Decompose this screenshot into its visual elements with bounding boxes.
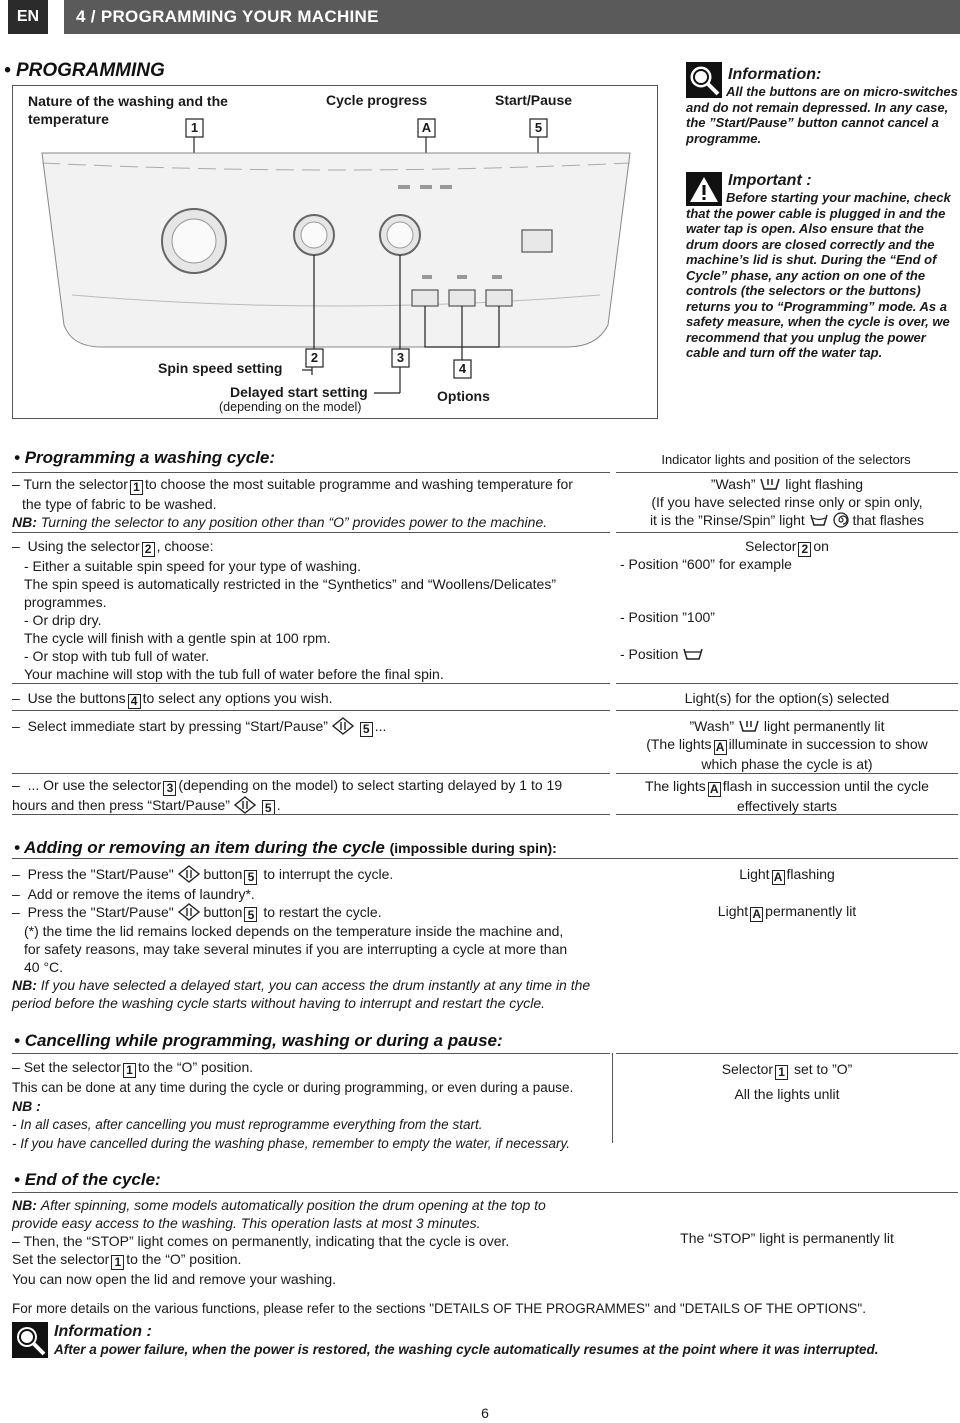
cancelling-selector: Selector 1 set to ”O” — [721, 1061, 853, 1079]
label-cycle-progress: Cycle progress — [326, 92, 428, 108]
position-100: - Position ”100” — [620, 609, 715, 625]
callout-1: 1 — [190, 120, 199, 135]
start-pause-icon — [178, 865, 200, 883]
spin-spiral-icon — [833, 512, 849, 528]
divider — [12, 472, 610, 473]
cycle-row-1: – Turn the selector 1 to choose the most suitable programme and washing temperature for the type of fabric to be washed. NB: Turning the selector to any position other than “O” provides power to the machine. — [12, 476, 573, 530]
label-delayed-start: Delayed start setting — [230, 384, 368, 400]
wash-tub-icon — [759, 477, 781, 491]
callout-4: 4 — [458, 361, 467, 376]
cycle-row-2: – Using the selector 2 , choose: - Either a suitable spin speed for your type of washing. The spin speed is automatically restricted in the “Synthetics” and “Woollens/Delicates” programmes. - Or drip dry. The cycle will finish with a gentle spin at 100 rpm. - Or stop with tub full of water. Your machine will stop with the tub full of water before the final spin. — [12, 538, 556, 682]
footer-info-title: Information : — [54, 1323, 152, 1340]
divider — [612, 1053, 613, 1143]
label-spin-speed: Spin speed setting — [158, 360, 283, 376]
divider — [616, 472, 958, 473]
information-title: Information: — [728, 66, 822, 83]
cycle-row-5: – ... Or use the selector 3 (depending on the model) to select starting delayed by 1 to 19 hours and then press “Start/Pause” 5 . — [12, 777, 563, 815]
divider — [12, 683, 610, 684]
cancelling-steps: – Set the selector 1 to the “O” position. This can be done at any time during the cycle or during programming, or even during a pause. NB : - In all cases, after cancelling you must reprogramme everything from the start. - If you have cancelled during the washing phase, remember to empty the water, if necessary. — [12, 1059, 574, 1151]
magnifier-info-icon — [12, 1322, 48, 1358]
programming-heading: • PROGRAMMING — [4, 60, 165, 81]
adding-light-flashing: Light A flashing — [739, 866, 835, 884]
cycle-row-2-selector: Selector 2 on — [745, 538, 829, 556]
important-title: Important : — [728, 172, 812, 189]
wash-tub-icon — [738, 719, 760, 733]
cycle-row-4: – Select immediate start by pressing “Start/Pause” 5 ... — [12, 718, 387, 736]
divider — [616, 814, 958, 815]
callout-a: A — [421, 120, 432, 135]
divider — [12, 1053, 610, 1054]
end-cycle-heading: • End of the cycle: — [14, 1170, 161, 1189]
callout-2: 2 — [310, 350, 319, 365]
divider — [616, 710, 958, 711]
adding-heading: • Adding or removing an item during the cycle (impossible during spin): — [14, 838, 557, 857]
cycle-row-3: – Use the buttons 4 to select any options you wish. — [12, 690, 333, 708]
divider — [12, 1192, 958, 1193]
callout-3: 3 — [396, 350, 405, 365]
cancelling-lights: All the lights unlit — [734, 1086, 840, 1102]
washing-cycle-heading: • Programming a washing cycle: — [14, 448, 276, 467]
page-number: 6 — [481, 1405, 489, 1421]
information-text: All the buttons are on micro-switches and do not remain depressed. In any case, the ”Start/Pause” button cannot cancel a programme. — [686, 84, 958, 146]
indicator-column-header: Indicator lights and position of the selectors — [661, 452, 911, 467]
label-nature: Nature of the washing and the temperature — [28, 93, 228, 127]
language-tag: EN — [8, 0, 48, 34]
divider — [12, 858, 958, 859]
start-pause-icon — [332, 717, 354, 735]
chapter-title: 4 / PROGRAMMING YOUR MACHINE — [64, 0, 960, 34]
cycle-row-3-options: Light(s) for the option(s) selected — [684, 690, 890, 706]
tub-full-icon — [682, 647, 704, 661]
cycle-row-5-indicator: The lights A flash in succession until the cycle effectively starts — [645, 778, 929, 814]
adding-light-lit: Light A permanently lit — [717, 903, 857, 921]
start-pause-icon — [234, 796, 256, 814]
divider — [12, 710, 610, 711]
cycle-row-1-indicator: ”Wash” light flashing (If you have selected rinse only or spin only, it is the ”Rinse/Spin” light that flashes — [649, 476, 925, 528]
label-start-pause: Start/Pause — [495, 92, 573, 108]
position-tub-full: - Position — [620, 645, 704, 663]
divider — [616, 532, 958, 533]
start-pause-icon — [178, 903, 200, 921]
divider — [12, 773, 610, 774]
footer-info-text: After a power failure, when the power is restored, the washing cycle automatically resumes at the point where it was interrupted. — [54, 1342, 879, 1357]
cancelling-heading: • Cancelling while programming, washing or during a pause: — [14, 1031, 503, 1050]
important-text: Before starting your machine, check that the power cable is plugged in and the water tap is open. Also ensure that the drum doors are closed correctly and the machine’s lid is shut. During the “End of Cycle” phase, any action on one of the controls (the selectors or the buttons) returns you to “Programming” mode. As a safety measure, when the cycle is over, we recommend that you unplug the power cable and turn off the water tap. — [686, 190, 951, 360]
cycle-row-4-indicator: ”Wash” light permanently lit (The lights A illuminate in succession to show which phase the cycle is at) — [646, 718, 928, 772]
rinse-tub-icon — [809, 513, 829, 527]
end-cycle-stop-light: The “STOP” light is permanently lit — [680, 1230, 894, 1246]
callout-5: 5 — [534, 120, 543, 135]
divider — [616, 1053, 958, 1054]
control-panel-drawing — [12, 85, 658, 419]
adding-steps: – Press the "Start/Pause" button 5 to interrupt the cycle. – Add or remove the items of laundry*. – Press the "Start/Pause" button 5 to restart the cycle. (*) the time the lid remains locked depends on the temperature inside the machine and, for safety reasons, may take several minutes if you are interrupting a cycle at more than 40 °C. NB: If you have selected a delayed start, you can access the drum instantly at any time in the period before the washing cycle starts without having to interrupt and restart the cycle. — [12, 866, 591, 1011]
label-delayed-sub: (depending on the model) — [219, 400, 362, 414]
end-cycle-text: NB: After spinning, some models automatically position the drum opening at the top to provide easy access to the washing. This operation lasts at most 3 minutes. – Then, the “STOP” light comes on permanently, indicating that the cycle is over. Set the selector 1 to the “O” position. You can now open the lid and remove your washing. — [12, 1197, 546, 1287]
position-600: - Position “600” for example — [620, 556, 792, 572]
more-details-text: For more details on the various functions, please refer to the sections "DETAILS OF THE PROGRAMMES" and "DETAILS OF THE OPTIONS". — [12, 1301, 866, 1316]
divider — [12, 814, 610, 815]
label-options: Options — [437, 388, 490, 404]
divider — [12, 532, 610, 533]
divider — [616, 683, 958, 684]
divider — [616, 773, 958, 774]
